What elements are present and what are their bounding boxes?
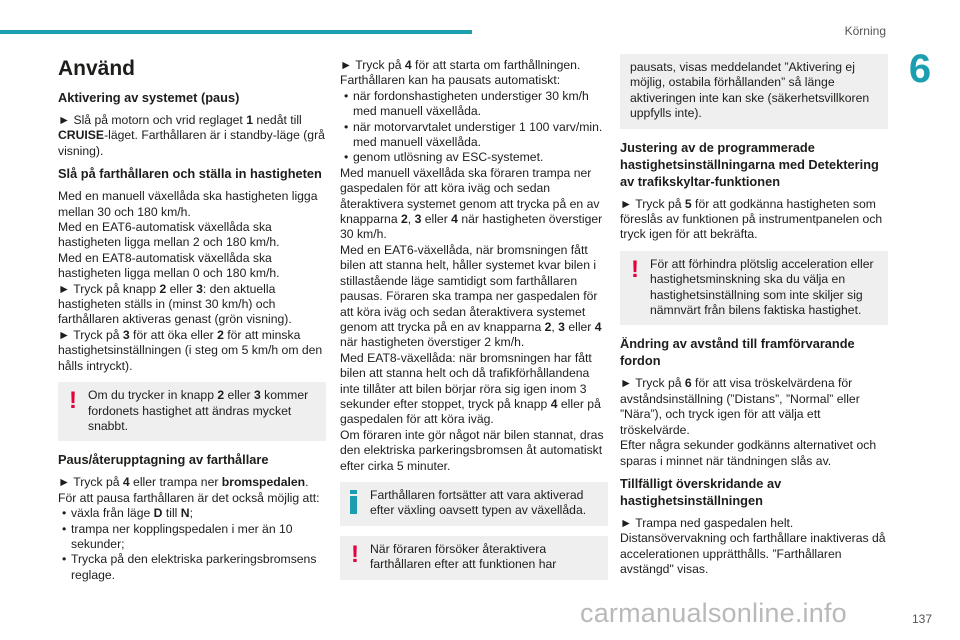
column-2: [340, 58, 608, 590]
warning-note-speed-setting: ! För att förhindra plötslig acceleration eller hastighetsminskning ska du välja en hastighetsinställning som inte skiljer sig nämnvärt från bilens faktiska hastighet.: [620, 251, 888, 326]
distance-paragraph: ► Tryck på 6 för att visa tröskelvärdena för avståndsinställning (”Distans”, ”Normal” eller ”Nära”), och tryck igen för att välja ett tröskelvärde. Efter några sekunder godkänns alternativet och sparas i minnet när tändningen slås av.: [620, 376, 877, 468]
exclamation-icon: !: [69, 387, 77, 415]
list-item: • när fordonshastigheten understiger 30 km/h med manuell växellåda.: [340, 89, 608, 120]
watermark: carmanualsonline.info: [580, 598, 847, 628]
heading-activate: Slå på farthållaren och ställa in hastigheten: [58, 166, 322, 182]
section-title: Körning: [844, 24, 886, 38]
column-1: [58, 54, 326, 589]
heading-distance: Ändring av avstånd till framförvarande fordon: [620, 336, 855, 369]
heading-resume: Paus/återupptagning av farthållare: [58, 452, 269, 468]
warning-note-reactivation: ! När föraren försöker återaktivera farthållaren efter att funktionen har: [340, 536, 608, 580]
warning-note-continued: pausats, visas meddelandet ”Aktivering ej möjlig, ostabila förhållanden” så länge aktiveringen inte kan ske (säkerhetsvillkoren uppfylls inte).: [620, 54, 888, 129]
list-item: • trampa ner kopplingspedalen i mer än 10 sekunder;: [58, 522, 326, 553]
auto-pause-paragraph: ► Tryck på 4 för att starta om farthållningen. Farthållaren kan ha pausats automatiskt: • när fordonshastigheten understiger 30 km/h med manuell växellåda. • när motorvarvtalet understiger 1 100 varv/min. med manuell växellåda. • genom utlösning av ESC-systemet. Med manuell växellåda ska föraren trampa ner gaspedalen för att köra iväg och sedan återaktivera systemet genom att trycka på en av knapparna 2, 3 eller 4 när hastigheten överstiger 30 km/h. Med en EAT6-växellåda, när bromsningen fått bilen att stanna helt, håller systemet kvar bilen i stillastående läge samtidigt som farthållaren pausas. Föraren ska trampa ner gaspedalen för att köra iväg och sedan återaktivera systemet genom att trycka på en av knapparna 2, 3 eller 4 när hastigheten överstiger 2 km/h. Med EAT8-växellåda: när bromsningen har fått bilen att stanna helt och då trafikförhållandena inte tillåter att bilen börjar röra sig igen inom 3 sekunder efter stoppet, tryck på knapp 4 eller på gaspedalen för att köra iväg. Om föraren inte gör något när bilen stannat, dras den elektriska parkeringsbromsen åt automatiskt efter cirka 5 minuter.: [340, 58, 608, 474]
adjust-paragraph: ► Tryck på 5 för att godkänna hastigheten som föreslås av funktionen på instrumentpanelen och tryck igen för att bekräfta.: [620, 196, 883, 242]
info-note-gear-change: Farthållaren fortsätter att vara aktiverad efter växling oavsett typen av växellåda.: [340, 482, 608, 526]
header-accent-bar: [0, 30, 472, 34]
warning-note-fast-change: ! Om du trycker in knapp 2 eller 3 kommer fordonets hastighet att ändras mycket snabbt.: [58, 382, 326, 441]
column-3: [620, 54, 888, 584]
chapter-number: 6: [908, 47, 932, 91]
activate-paragraph: Med en manuell växellåda ska hastigheten ligga mellan 30 och 180 km/h. Med en EAT6-automatisk växellåda ska hastigheten ligga mellan 2 och 180 km/h. Med en EAT8-automatisk växellåda ska hastigheten ligga mellan 0 och 180 km/h. ► Tryck på knapp 2 eller 3: den aktuella hastigheten ställs in (minst 30 km/h) och farthållaren aktiveras genast (grön visning). ► Tryck på 3 för att öka eller 2 för att minska hastighetsinställningen (i steg om 5 km/h om den hålls intryckt).: [58, 189, 323, 373]
heading-pause: Aktivering av systemet (paus): [58, 90, 240, 105]
page-heading: Använd: [58, 57, 136, 80]
exceed-paragraph: ► Trampa ned gaspedalen helt. Distansövervakning och farthållare inaktiveras då accelerationen upprätthålls. ”Farthållaren avstängd" visas.: [620, 515, 886, 577]
resume-paragraph: ► Tryck på 4 eller trampa ner bromspedalen. För att pausa farthållaren är det också möjlig att: • växla från läge D till N; • trampa ner kopplingspedalen i mer än 10 sekunder; • Trycka på den elektriska parkeringsbromsens reglage.: [58, 475, 326, 583]
page-number: 137: [911, 612, 932, 626]
exclamation-icon: !: [631, 255, 639, 283]
heading-exceed: Tillfälligt överskridande av hastighetsinställningen: [620, 475, 782, 508]
heading-adjust: Justering av de programmerade hastighetsinställningarna med Detektering av trafikskyltar-funktionen: [620, 139, 879, 189]
list-item: • Trycka på den elektriska parkeringsbromsens reglage.: [58, 552, 326, 583]
exclamation-icon: !: [351, 540, 359, 568]
info-icon: [350, 489, 357, 513]
list-item: • när motorvarvtalet understiger 1 100 varv/min. med manuell växellåda.: [340, 120, 608, 151]
list-item: • växla från läge D till N;: [58, 506, 326, 521]
list-item: • genom utlösning av ESC-systemet.: [340, 150, 608, 165]
pause-paragraph: ► Slå på motorn och vrid reglaget 1 nedåt till CRUISE-läget. Farthållaren är i standby-läge (grå visning).: [58, 113, 325, 158]
